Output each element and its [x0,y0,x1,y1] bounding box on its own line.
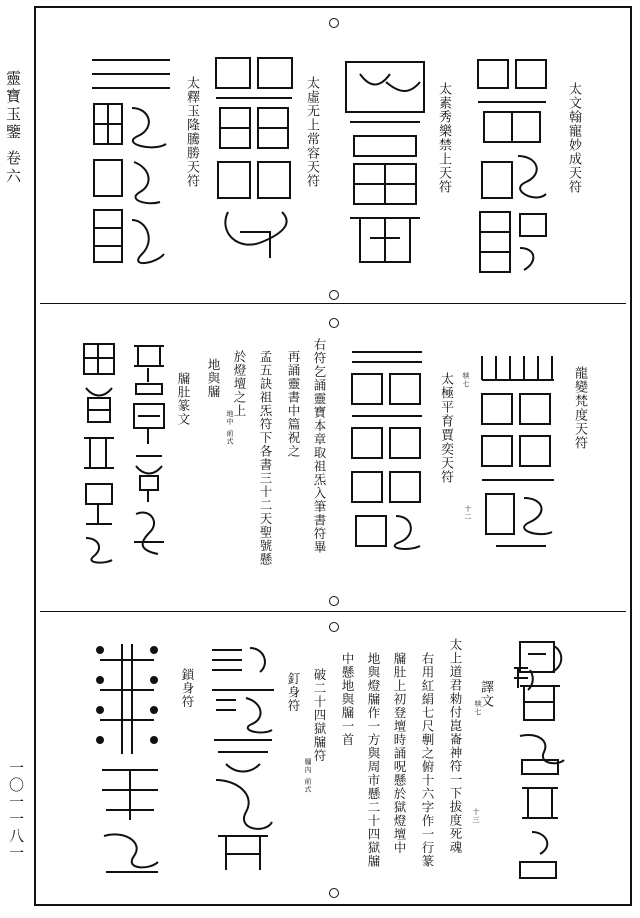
body-text: 破二十四獄牖符 [312,668,327,763]
margin-mark: 犊七 [462,372,470,388]
body-text: 地與牖 [206,358,221,399]
seal-script-talisman [340,52,430,272]
talisman-caption: 龍變梵度天符 [572,366,587,450]
seal-script-talisman [472,52,554,282]
page-number: 一〇一一八一 [7,760,25,862]
body-text: 釘身符 [286,672,301,713]
body-text: 右用紅絹七尺剸之俯十六字作一行篆 [420,652,435,868]
body-text: 中懸地與牖一首 [340,652,355,747]
margin-mark: 十三 [472,808,480,824]
body-text: 牖肚上初登壇時誦呪懸於獄燈壇中 [392,652,407,855]
binding-hole [329,18,339,28]
seal-script-talisman [78,338,120,568]
seal-script-talisman [346,346,428,556]
book-title: 靈寶玉鑒 卷六 [4,70,22,186]
talisman-caption: 譯文 [478,680,493,708]
talisman-caption: 太素秀樂禁上天符 [436,82,451,194]
binding-hole [329,596,339,606]
talisman-caption: 太釋玉隆騰勝天符 [184,76,199,188]
seal-script-talisman [92,640,172,880]
body-text: 於燈壇之上 [232,350,247,418]
seal-script-talisman [210,52,298,272]
body-text: 鎖身符 [180,668,195,709]
talisman-caption: 太文翰寵妙成天符 [566,82,581,194]
binding-hole [329,290,339,300]
body-text: 右符乞誦靈寶本章取祖炁入筆書符畢 [312,338,327,554]
margin-mark: 犊七 [474,700,482,716]
text-note: 地中 前式 [226,410,234,446]
seal-script-talisman [128,338,170,570]
body-text: 地與燈牖作一方與周市懸二十四獄牖 [366,652,381,868]
talisman-caption: 太虛无上常容天符 [304,76,319,188]
seal-script-talisman [476,350,560,560]
body-text: 太上道君勑付崑崙神符一下拔度死魂 [448,638,463,854]
body-text: 牖肚篆文 [176,372,191,426]
text-note: 牖內 前式 [304,758,312,794]
divider-top [40,303,626,304]
binding-hole [329,318,339,328]
binding-hole [329,622,339,632]
seal-script-talisman [88,52,174,272]
seal-script-talisman [206,640,280,880]
margin-mark: 十二 [464,505,472,521]
divider-bottom [40,611,626,612]
talisman-caption: 太極平育賈奕天符 [438,372,453,484]
seal-script-talisman [512,664,536,694]
binding-hole [329,888,339,898]
body-text: 再誦靈書中篇祝之 [286,350,301,458]
body-text: 孟五訣祖炁符下各書三十二天聖號懸 [258,350,273,566]
